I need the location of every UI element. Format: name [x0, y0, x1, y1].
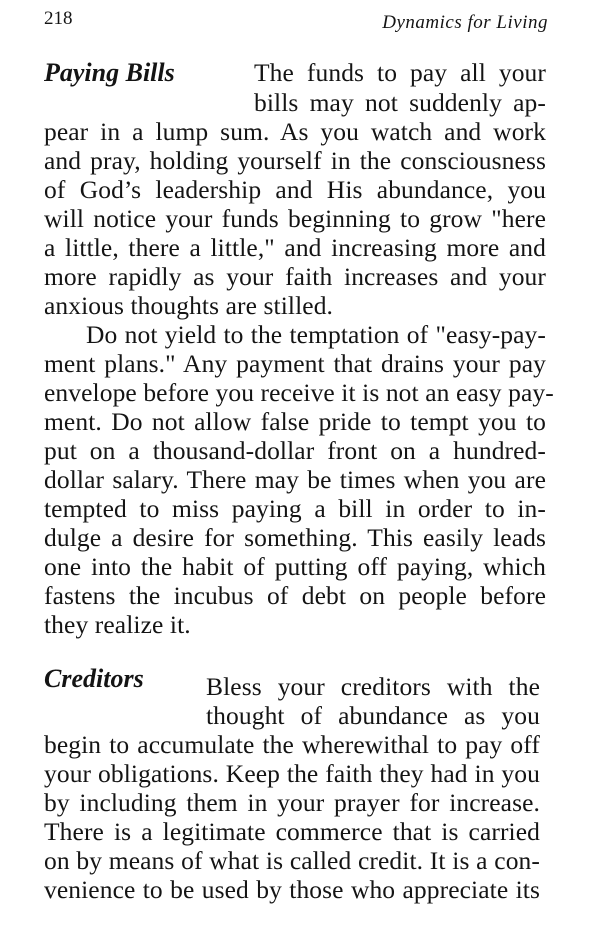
text-line: will notice your funds beginning to grow "here	[44, 204, 546, 233]
page-number: 218	[44, 8, 73, 29]
text-line: ment plans." Any payment that drains your pay	[44, 349, 546, 378]
text-line: dollar salary. There may be times when you are	[44, 465, 546, 494]
text-line: on by means of what is called credit. It is a con-	[44, 846, 540, 875]
text-line: venience to be used by those who appreciate its	[44, 875, 540, 904]
text-line: a little, there a little," and increasing more and	[44, 233, 546, 262]
text-line: Bless your creditors with the	[206, 672, 540, 701]
text-line: bills may not suddenly ap-	[254, 88, 546, 117]
text-line: fastens the incubus of debt on people before	[44, 581, 546, 610]
text-line: they realize it.	[44, 610, 191, 639]
text-line: thought of abundance as you	[206, 701, 540, 730]
text-line: dulge a desire for something. This easily leads	[44, 523, 546, 552]
text-line: by including them in your prayer for increase.	[44, 788, 540, 817]
section-heading-creditors: Creditors	[44, 664, 144, 693]
text-line: anxious thoughts are stilled.	[44, 291, 334, 320]
text-line: of God’s leadership and His abundance, you	[44, 175, 546, 204]
text-line: begin to accumulate the wherewithal to pay off	[44, 730, 540, 759]
section-heading-paying-bills: Paying Bills	[44, 58, 175, 87]
text-line: The funds to pay all your	[254, 58, 546, 87]
text-line: There is a legitimate commerce that is carried	[44, 817, 540, 846]
text-line: put on a thousand-dollar front on a hundred-	[44, 436, 546, 465]
running-title: Dynamics for Living	[382, 12, 548, 33]
text-line: tempted to miss paying a bill in order to in-	[44, 494, 546, 523]
text-line: ment. Do not allow false pride to tempt you to	[44, 407, 546, 436]
text-line: your obligations. Keep the faith they had in you	[44, 759, 540, 788]
text-line: more rapidly as your faith increases and your	[44, 262, 546, 291]
text-line: and pray, holding yourself in the consciousness	[44, 146, 546, 175]
text-line: one into the habit of putting off paying, which	[44, 552, 546, 581]
text-line: envelope before you receive it is not an easy pay-	[44, 378, 554, 407]
text-line: pear in a lump sum. As you watch and work	[44, 117, 546, 146]
text-line: Do not yield to the temptation of "easy-pay-	[86, 320, 546, 349]
